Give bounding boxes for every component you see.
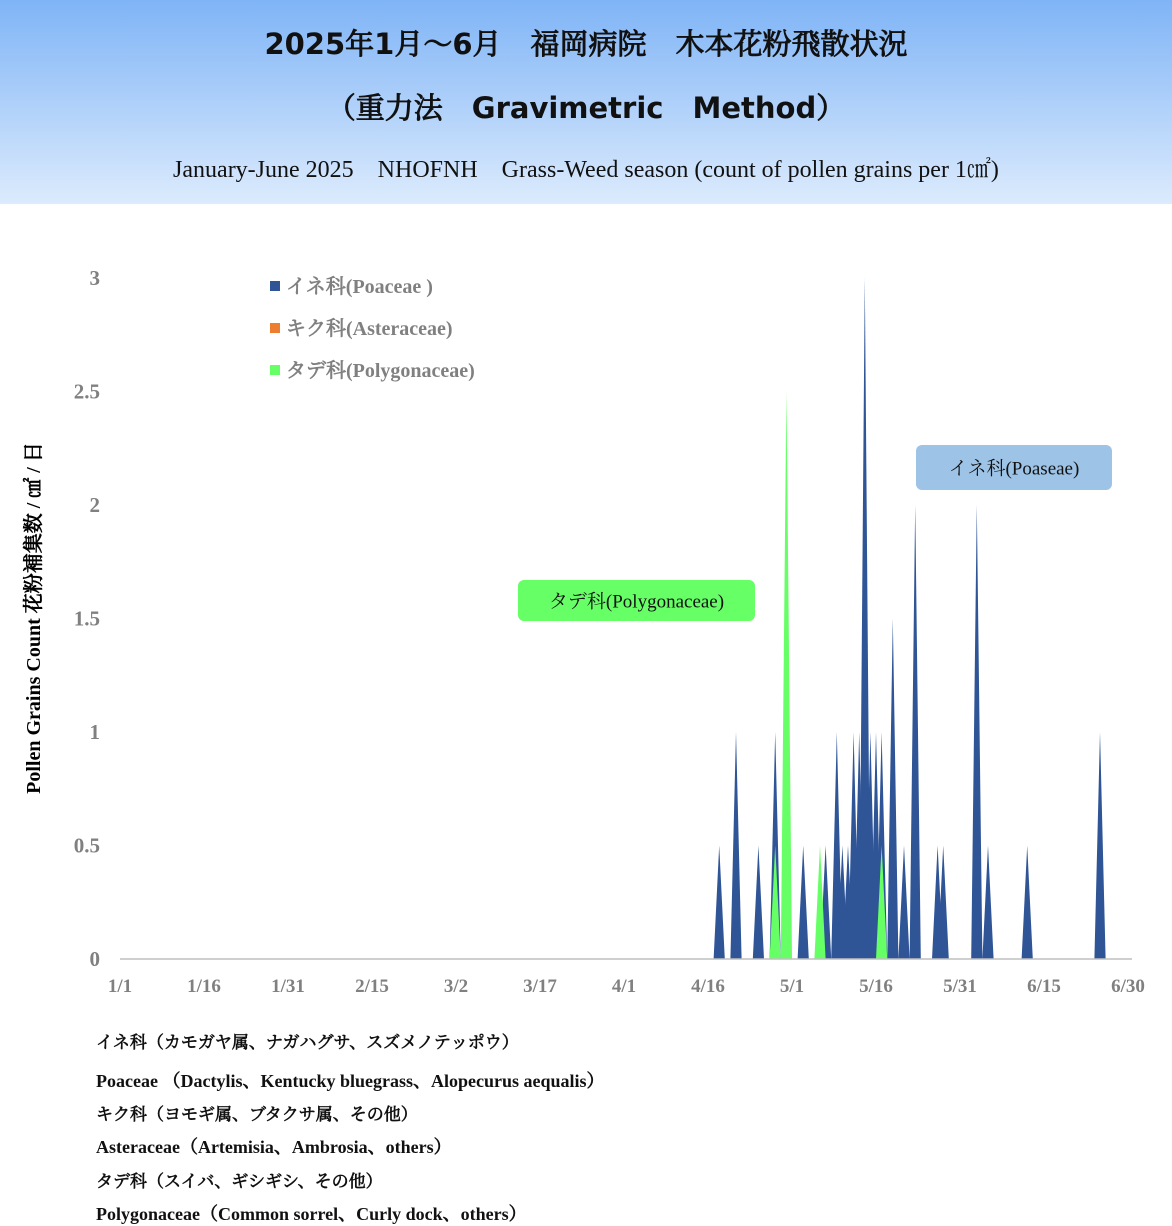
x-tick-label-11: 6/15 bbox=[1027, 976, 1061, 997]
legend-swatch-2 bbox=[270, 365, 280, 375]
annotation-label-1: イネ科(Poaseae) bbox=[948, 458, 1080, 480]
legend-swatch-0 bbox=[270, 281, 280, 291]
note-polygonaceae-jp: タデ科（スイバ、ギシギシ、その他） bbox=[96, 1172, 383, 1192]
series-0-point-20 bbox=[971, 505, 982, 959]
annotations bbox=[518, 445, 1112, 621]
note-asteraceae-en: Asteraceae（Artemisia、Ambrosia、others） bbox=[96, 1137, 452, 1157]
header-banner bbox=[0, 0, 1172, 204]
series-layer bbox=[714, 278, 1106, 959]
chart-title: 2025年1月～6月 福岡病院 木本花粉飛散状況 bbox=[264, 27, 908, 61]
series-0-point-4 bbox=[798, 846, 809, 960]
series-0-point-21 bbox=[982, 846, 993, 960]
annotation-label-0: タデ科(Polygonaceae) bbox=[548, 591, 725, 613]
y-tick-label-3: 1.5 bbox=[73, 606, 100, 631]
x-tick-label-6: 4/1 bbox=[611, 976, 637, 997]
series-0-point-22 bbox=[1022, 846, 1033, 960]
x-tick-label-3: 2/15 bbox=[355, 976, 389, 997]
note-asteraceae-jp: キク科（ヨモギ属、ブタクサ属、その他） bbox=[96, 1105, 418, 1125]
series-0-point-15 bbox=[887, 619, 898, 960]
x-tick-label-8: 5/1 bbox=[779, 976, 805, 997]
series-2-point-1 bbox=[781, 392, 792, 960]
series-0-point-23 bbox=[1094, 732, 1105, 959]
x-tick-label-7: 4/16 bbox=[691, 976, 725, 997]
note-poaceae-en: Poaceae （Dactylis、Kentucky bluegrass、Alopecurus aequalis） bbox=[96, 1071, 605, 1091]
x-tick-label-2: 1/31 bbox=[271, 976, 305, 997]
y-tick-label-1: 0.5 bbox=[73, 833, 100, 858]
legend-swatch-1 bbox=[270, 323, 280, 333]
legend bbox=[270, 274, 475, 382]
x-tick-label-4: 3/2 bbox=[443, 976, 469, 997]
pollen-area-chart bbox=[0, 204, 1172, 1024]
y-axis-label: Pollen Grains Count 花粉補集数 / ㎠ / 日 bbox=[23, 442, 45, 794]
y-tick-label-0: 0 bbox=[89, 947, 100, 971]
legend-label-0: イネ科(Poaceae ) bbox=[286, 276, 433, 298]
legend-label-2: タデ科(Polygonaceae) bbox=[286, 360, 475, 382]
chart-subtitle: January-June 2025 NHOFNH Grass-Weed season (count of pollen grains per 1㎠) bbox=[173, 157, 999, 183]
series-0-point-2 bbox=[753, 846, 764, 960]
x-tick-label-0: 1/1 bbox=[107, 976, 133, 997]
note-poaceae-jp: イネ科（カモガヤ属、ナガハグサ、スズメノテッポウ） bbox=[96, 1033, 519, 1053]
series-0-point-1 bbox=[730, 732, 741, 959]
x-tick-label-12: 6/30 bbox=[1111, 976, 1145, 997]
x-tick-label-9: 5/16 bbox=[859, 976, 893, 997]
x-tick-label-10: 5/31 bbox=[943, 976, 977, 997]
y-tick-label-4: 2 bbox=[89, 493, 100, 517]
note-polygonaceae-en: Polygonaceae（Common sorrel、Curly dock、others） bbox=[96, 1204, 527, 1224]
series-0-point-0 bbox=[714, 846, 725, 960]
series-0-point-16 bbox=[898, 846, 909, 960]
chart-title-method: （重力法 Gravimetric Method） bbox=[326, 91, 846, 125]
series-0-point-17 bbox=[910, 505, 921, 959]
y-tick-label-2: 1 bbox=[89, 720, 100, 744]
y-tick-label-5: 2.5 bbox=[73, 379, 100, 404]
legend-label-1: キク科(Asteraceae) bbox=[286, 318, 453, 340]
x-tick-label-1: 1/16 bbox=[187, 976, 221, 997]
x-tick-label-5: 3/17 bbox=[523, 976, 557, 997]
y-tick-label-6: 3 bbox=[89, 266, 100, 290]
